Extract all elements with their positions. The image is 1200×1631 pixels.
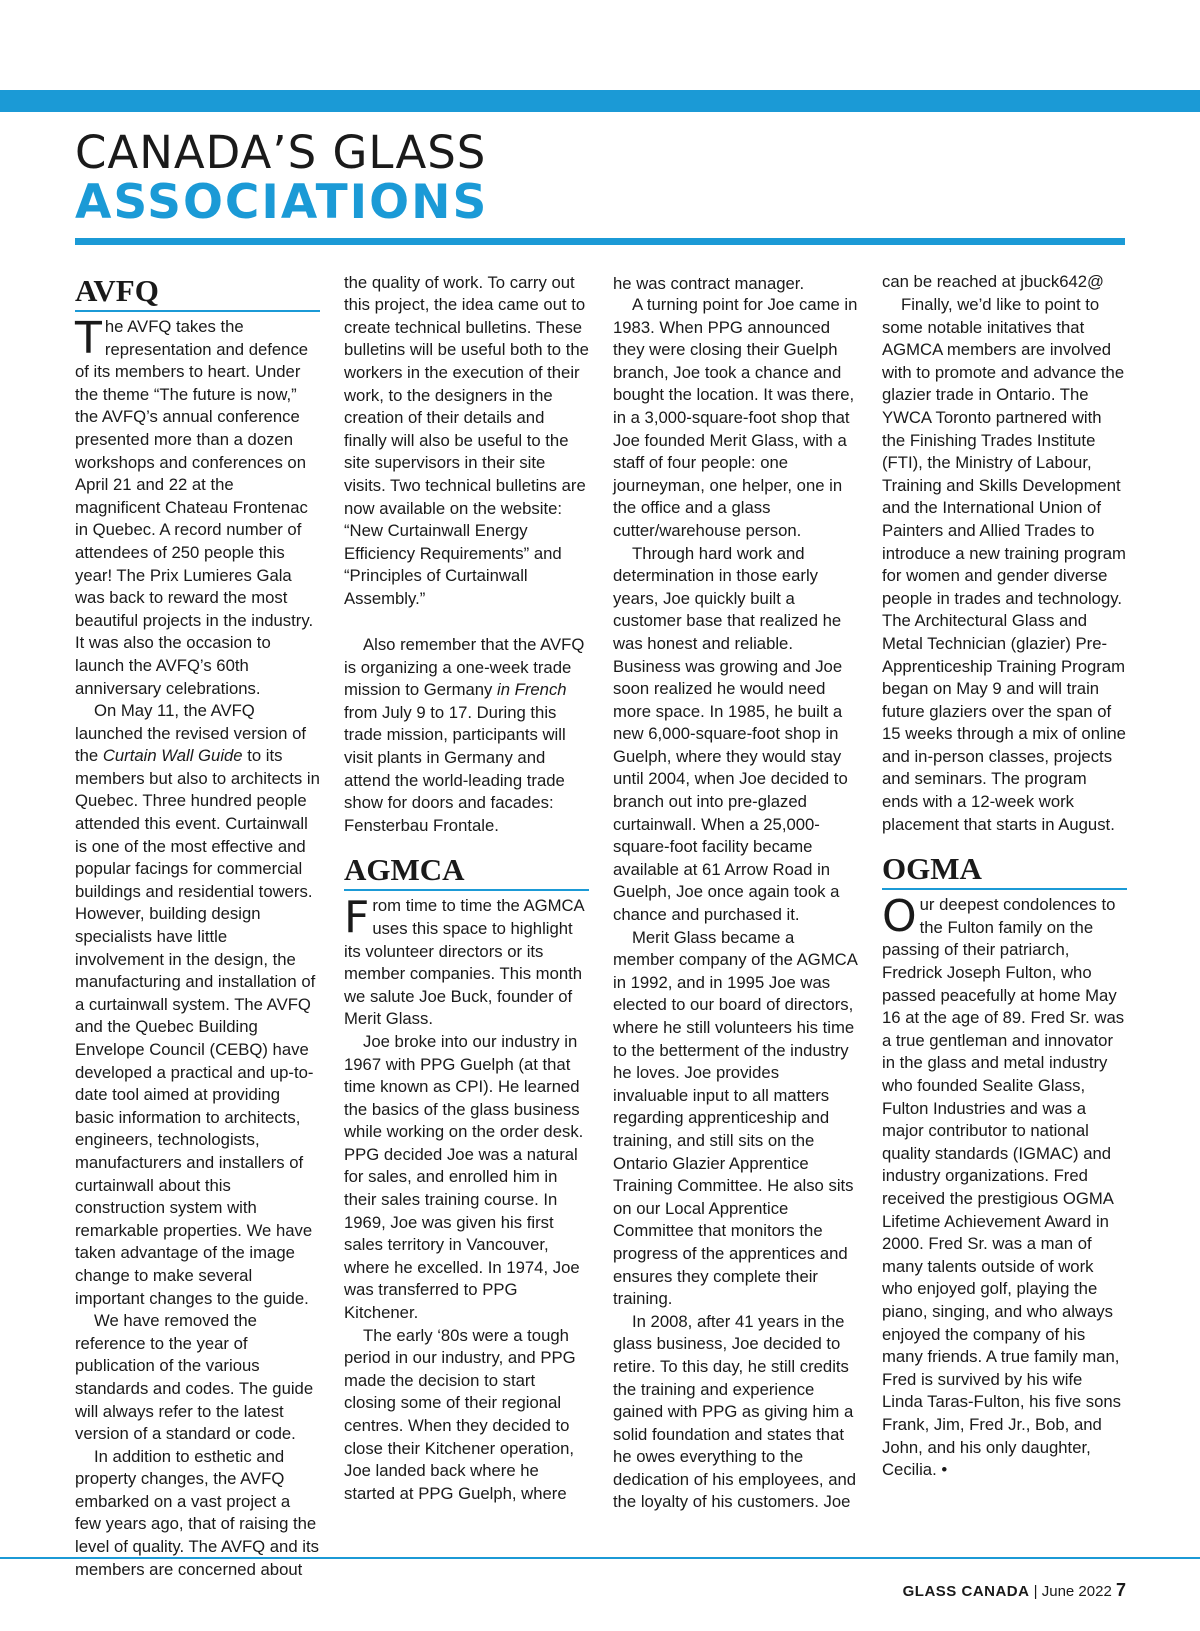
avfq-p2-text-b: to its members but also to architects in Quebec. Three hundred people attended this event. Curtainwall is one of the most effective and popular facings for commercial buildings and residential towers. However, building design specialists have little involvement in the design, the manufacturing and installation of a curtainwall system. The AVFQ and the Quebec Building Envelope Council (CEBQ) have developed a practical and up-to-date tool aimed at providing basic information to architects, engineers, technologists, manufacturers and installers of curtainwall about this construction system with remarkable properties. We have taken advantage of the image change to make several important changes to the guide. — [75, 746, 320, 1308]
title-rule — [75, 238, 1125, 245]
ogma-heading: OGMA — [882, 852, 1127, 890]
agmca-drop-cap: F — [344, 892, 370, 944]
avfq-p4-continuation — [344, 272, 589, 610]
ogma-paragraph-1 — [882, 891, 1127, 1481]
avfq-paragraph-5 — [344, 634, 589, 837]
avfq-p5-text-a: Also remember that the AVFQ is organizing a one-week trade mission to Germany — [344, 635, 585, 700]
agmca-p1-text: rom time to time the AGMCA uses this space to highlight its volunteer directors or its member companies. This month we salute Joe Buck, founder of Merit Glass. — [344, 896, 584, 1029]
agmca-p7-text: In 2008, after 41 years in the glass business, Joe decided to retire. To this day, he still credits the training and experience gained with PPG as giving him a solid foundation and states that he owes everything to the dedication of his employees, and the loyalty of his customers. Joe — [613, 1311, 857, 1512]
avfq-paragraph-1 — [75, 313, 320, 700]
avfq-paragraph-2 — [75, 700, 320, 1310]
title-line-2: ASSOCIATIONS — [75, 175, 489, 230]
footer-separator: | — [1033, 1583, 1038, 1600]
agmca-p3-text: The early ‘80s were a tough period in our industry, and PPG made the decision to start closing some of their regional centres. When they decided to close their Kitchener operation, Joe landed back where he started at PPG Guelph, where — [344, 1325, 576, 1503]
agmca-paragraph-7-cont — [882, 272, 1127, 294]
agmca-paragraph-3-cont — [613, 272, 858, 294]
avfq-p1-text: he AVFQ takes the representation and defence of its members to heart. Under the theme “The future is now,” the AVFQ’s annual conference presented more than a dozen workshops and conferences on April 21 and 22 at the magnificent Chateau Frontenac in Quebec. A record number of attendees of 250 people this year! The Prix Lumieres Gala was back to reward the most beautiful projects in the industry. It was also the occasion to launch the AVFQ’s 60th anniversary celebrations. — [75, 317, 314, 698]
column-2 — [344, 272, 589, 1505]
agmca-p7-cont-text: can be reached at jbuck642@ — [882, 272, 1104, 292]
agmca-paragraph-1 — [344, 892, 589, 1031]
avfq-p4-text: the quality of work. To carry out this project, the idea came out to create technical bulletins. These bulletins will be useful both to the workers in the execution of their work, to the designers in the creation of their details and finally will also be useful to the site supervisors in their site visits. Two technical bulletins are now available on the website: “New Curtainwall Energy Efficiency Requirements” and “Principles of Curtainwall Assembly.” — [344, 272, 589, 608]
avfq-p2-text-a: On May 11, the AVFQ launched the revised version of the — [75, 701, 306, 766]
ogma-drop-cap: O — [882, 891, 917, 943]
column-4 — [882, 272, 1127, 1482]
agmca-paragraph-2: Joe broke into our industry in 1967 with PPG Guelph (at that time known as CPI). He learned the basics of the glass business while working on the order desk. PPG decided Joe was a natural for sales, and enrolled him in their sales training course. In 1969, Joe was given his first sales territory in Vancouver, where he excelled. In 1974, Joe was transferred to PPG Kitchener. — [344, 1031, 584, 1323]
agmca-paragraph-7 — [613, 1311, 858, 1515]
avfq-paragraph-4-cont — [344, 272, 589, 634]
page-footer — [903, 1580, 1126, 1601]
agmca-paragraph-3 — [344, 1325, 589, 1505]
footer-issue: June 2022 — [1041, 1583, 1112, 1600]
agmca-paragraph-8: Finally, we’d like to point to some notable initatives that AGMCA members are involved with to promote and advance the glazier trade in Ontario. The YWCA Toronto partnered with the Finishing Trades Institute (FTI), the Ministry of Labour, Training and Skills Development and the International Union of Painters and Allied Trades to introduce a new training program for women and gender diverse people in trades and technology. The Architectural Glass and Metal Technician (glazier) Pre-Apprenticeship Training Program began on May 9 and will train future glaziers over the span of 15 weeks through a mix of online and in-person classes, projects and seminars. The program ends with a 12-week work placement that starts in August. — [882, 295, 1126, 834]
column-3 — [613, 272, 858, 1515]
agmca-p3-cont-text: he was contract manager. — [613, 273, 805, 293]
ogma-p1-text: ur deepest condolences to the Fulton family on the passing of their patriarch, Fredrick Joseph Fulton, who passed peacefully at home May 16 at the age of 89. Fred Sr. was a true gentleman and innovator in the glass and metal industry who founded Sealite Glass, Fulton Industries and was a major contributor to national quality standards (IGMAC) and industry organizations. Fred received the prestigious OGMA Lifetime Achievement Award in 2000. Fred Sr. was a man of many talents outside of work who enjoyed golf, playing the piano, singing, and who always enjoyed the company of his many friends. A true family man, Fred is survived by his wife Linda Taras-Fulton, his five sons Frank, Jim, Fred Jr., Bob, and John, and his only daughter, Cecilia. • — [882, 895, 1125, 1480]
avfq-paragraph-4: In addition to esthetic and property changes, the AVFQ embarked on a vast project a few years ago, that of raising the level of quality. The AVFQ and its members are concerned about — [75, 1446, 319, 1579]
agmca-p3-continuation — [613, 272, 858, 294]
avfq-p5-text-b: from July 9 to 17. During this trade mission, participants will visit plants in Germany and attend the world-leading trade show for doors and facades: Fensterbau Frontale. — [344, 702, 566, 835]
column-1 — [75, 272, 320, 1582]
footer-rule — [0, 1557, 1200, 1559]
avfq-drop-cap: T — [75, 313, 102, 364]
avfq-paragraph-3: We have removed the reference to the year of publication of the various standards and codes. The guide will always refer to the latest version of a standard or code. — [75, 1311, 314, 1444]
top-accent-bar — [0, 90, 1200, 112]
page-title — [75, 128, 488, 228]
agmca-p7-continuation — [882, 272, 1127, 294]
footer-page-number: 7 — [1115, 1580, 1126, 1600]
avfq-heading: AVFQ — [75, 274, 320, 312]
footer-magazine: GLASS CANADA — [902, 1583, 1030, 1600]
agmca-paragraph-4: A turning point for Joe came in 1983. When PPG announced they were closing their Guelph branch, Joe took a chance and bought the location. It was there, in a 3,000-square-foot shop that Joe founded Merit Glass, with a staff of four people: one journeyman, one helper, one in the office and a glass cutter/warehouse person. — [613, 295, 858, 540]
title-line-1: CANADA’S GLASS — [75, 126, 487, 179]
agmca-paragraph-5: Through hard work and determination in those early years, Joe quickly built a customer base that realized he was honest and reliable. Business was growing and Joe soon realized he would need more space. In 1985, he built a new 6,000-square-foot shop in Guelph, where they would stay until 2004, when Joe decided to branch out into pre-glazed curtainwall. When a 25,000-square-foot facility became available at 61 Arrow Road in Guelph, Joe once again took a chance and purchased it. — [613, 543, 848, 925]
avfq-p2-italic: Curtain Wall Guide — [102, 746, 243, 766]
avfq-p5-italic: in French — [497, 680, 567, 700]
agmca-paragraph-6: Merit Glass became a member company of the AGMCA in 1992, and in 1995 Joe was elected to our board of directors, where he still volunteers his time to the betterment of the industry he loves. Joe provides invaluable input to all matters regarding apprenticeship and training, and still sits on the Ontario Glazier Apprentice Training Committee. He also sits on our Local Apprentice Committee that monitors the progress of the apprentices and ensures they complete their training. — [613, 927, 857, 1309]
agmca-heading: AGMCA — [344, 853, 589, 891]
